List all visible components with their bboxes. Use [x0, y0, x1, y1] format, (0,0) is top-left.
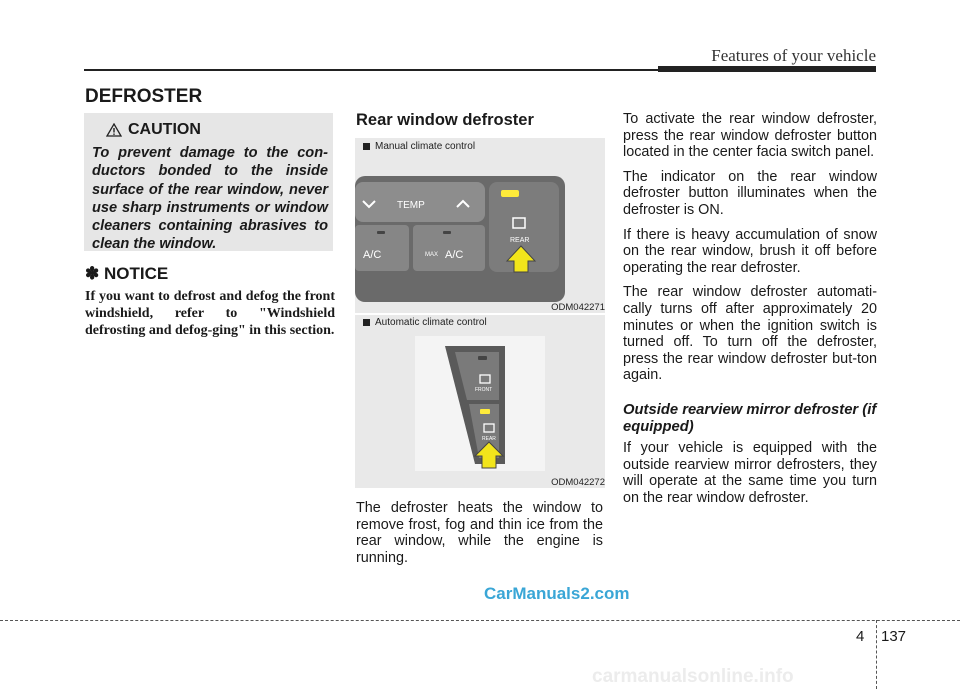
- section-title: DEFROSTER: [85, 86, 203, 107]
- max-label: MAX: [425, 252, 439, 258]
- paragraph-snow: If there is heavy accumulation of snow on the rear window, brush it off before operating the rear defroster.: [623, 226, 877, 276]
- header-rule-accent: [658, 66, 876, 72]
- figure2-code: ODM042272: [551, 477, 605, 488]
- mirror-defroster-heading: Outside rearview mirror defroster (if equipped): [623, 401, 877, 435]
- paragraph-activate: To activate the rear window defroster, press the rear window defroster button located in the center facia switch panel.: [623, 111, 877, 161]
- paragraph-mirror: If your vehicle is equipped with the outside rearview mirror defrosters, they will operate at the same time you turn on the rear window defroster.: [623, 440, 877, 506]
- rear-defroster-heading: Rear window defroster: [356, 111, 534, 129]
- temp-label: TEMP: [397, 200, 425, 211]
- automatic-climate-control-image: [415, 336, 545, 471]
- indicator-light: [501, 190, 519, 197]
- right-column: [623, 111, 877, 514]
- bullet-square-icon: [363, 319, 370, 326]
- rear-button-label: REAR: [482, 436, 496, 442]
- paragraph-auto-off: The rear window defroster automati-cally turns off after approximately 20 minutes or when the ignition switch is turned off. To turn off the defroster, press the rear window defroster but-ton again.: [623, 284, 877, 384]
- footer-rule: [0, 620, 960, 621]
- figure1-label: Manual climate control: [375, 141, 476, 152]
- front-button-label: FRONT: [475, 387, 493, 393]
- notice-body: If you want to defrost and defog the front windshield, refer to "Windshield defrosting and defog-ging" in this section.: [85, 289, 335, 338]
- rear-button-label: REAR: [510, 237, 530, 244]
- chapter-number: 4: [856, 628, 865, 645]
- page-number: 137: [881, 628, 907, 645]
- watermark-link[interactable]: CarManuals2.com: [484, 584, 630, 603]
- header-rule: [84, 69, 660, 71]
- figure1-code: ODM042271: [551, 302, 605, 313]
- manual-climate-control-image: [355, 168, 605, 303]
- warning-triangle-icon: [106, 123, 122, 137]
- bottom-watermark: carmanualsonline.info: [592, 666, 794, 687]
- caution-title: CAUTION: [128, 121, 201, 138]
- indicator-light: [480, 409, 490, 414]
- caution-box: [84, 113, 333, 251]
- rear-defroster-body: The defroster heats the window to remove frost, fog and thin ice from the rear window, while the engine is running.: [356, 500, 603, 566]
- footer-divider: [876, 620, 877, 689]
- caution-body: To prevent damage to the con-ductors bonded to the inside surface of the rear window, never use sharp instruments or window cleaners containing abrasives to clean the window.: [92, 145, 328, 253]
- notice-title: ✽ NOTICE: [85, 264, 169, 283]
- paragraph-indicator: The indicator on the rear window defroster button illuminates when the defroster is ON.: [623, 168, 877, 218]
- figure-panel: [355, 138, 605, 488]
- max-ac-label: A/C: [445, 249, 464, 261]
- header-title: Features of your vehicle: [711, 46, 876, 65]
- figure2-label: Automatic climate control: [375, 317, 487, 328]
- bullet-square-icon: [363, 143, 370, 150]
- ac-label: A/C: [363, 249, 382, 261]
